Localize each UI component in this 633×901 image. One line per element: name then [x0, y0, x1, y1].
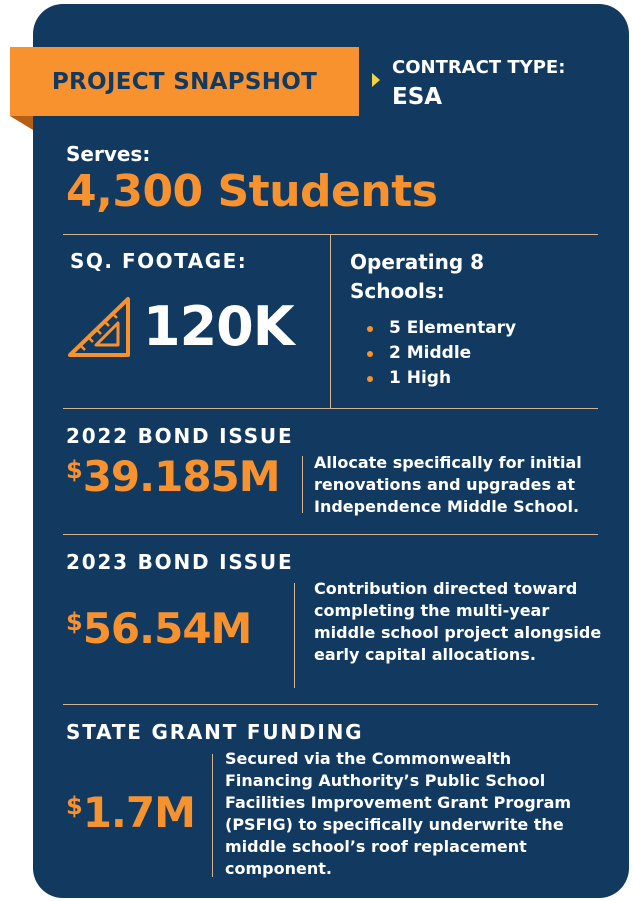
- bond-2023-label: 2023 BOND ISSUE: [66, 550, 294, 574]
- bullet-icon: [367, 326, 373, 332]
- bond-2022-label: 2022 BOND ISSUE: [66, 424, 294, 448]
- currency-symbol: $: [66, 456, 83, 484]
- divider: [63, 704, 598, 705]
- currency-symbol: $: [66, 792, 83, 820]
- bond-2023-value: 56.54M: [82, 604, 252, 653]
- state-grant-value: 1.7M: [82, 788, 195, 837]
- state-grant-description: Secured via the Commonwealth Financing Authority’s Public School Facilities Improvement Grant Program (PSFIG) to specifically underwrite the middle school’s roof replacement component.: [225, 749, 572, 878]
- banner-title: PROJECT SNAPSHOT: [51, 68, 318, 95]
- operating-schools-title: Operating 8 Schools:: [350, 250, 485, 303]
- list-item: 1 High: [367, 366, 516, 391]
- divider-vertical: [330, 235, 331, 408]
- bond-2023-amount: [66, 604, 251, 653]
- list-item: 2 Middle: [367, 341, 516, 366]
- sq-footage-label: SQ. FOOTAGE:: [70, 249, 248, 273]
- divider-vertical: [302, 456, 303, 513]
- school-list: [367, 316, 516, 391]
- bond-2022-description: Allocate specifically for initial renovations and upgrades at Independence Middle School.: [314, 453, 582, 516]
- state-grant-amount: [66, 788, 195, 837]
- bond-2022-value: 39.185M: [82, 452, 280, 501]
- triangle-ruler-icon: [66, 295, 132, 359]
- bullet-icon: [367, 376, 373, 382]
- contract-type-value: ESA: [392, 84, 443, 110]
- serves-value: 4,300 Students: [66, 166, 438, 217]
- bullet-icon: [367, 351, 373, 357]
- divider: [63, 408, 598, 409]
- divider-vertical: [212, 754, 213, 877]
- project-snapshot-banner: [10, 47, 359, 116]
- contract-type-label: CONTRACT TYPE:: [392, 57, 566, 78]
- divider: [63, 534, 598, 535]
- sq-footage-value: 120K: [143, 295, 294, 358]
- banner-fold: [10, 116, 33, 130]
- currency-symbol: $: [66, 608, 83, 636]
- state-grant-label: STATE GRANT FUNDING: [66, 720, 364, 744]
- bond-2022-amount: [66, 452, 280, 501]
- list-item: 5 Elementary: [367, 316, 516, 341]
- arrow-icon: [372, 73, 380, 87]
- divider-vertical: [294, 583, 295, 688]
- serves-label: Serves:: [66, 142, 151, 166]
- bond-2023-description: Contribution directed toward completing the multi-year middle school project alongside early capital allocations.: [314, 579, 602, 664]
